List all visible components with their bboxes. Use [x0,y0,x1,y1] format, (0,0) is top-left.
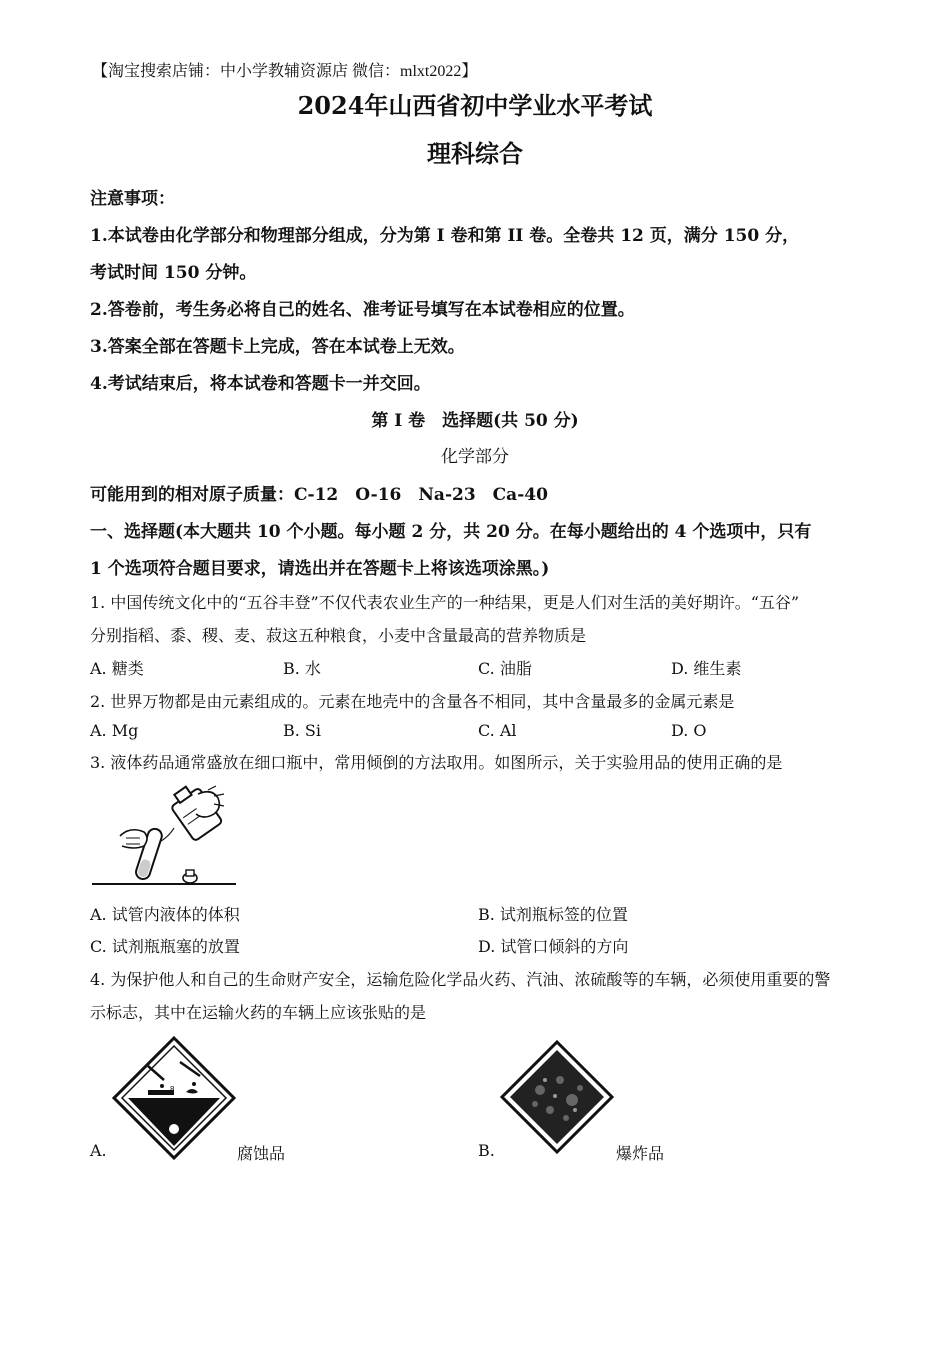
pouring-liquid-illustration [90,782,240,892]
option-b: B. Si [283,721,322,740]
part-title: 化学部分 [441,447,509,467]
question-stem: 2. 世界万物都是由元素组成的。元素在地壳中的含量各不相同，其中含量最多的金属元素是 [90,692,735,711]
notice-item: 1.本试卷由化学部分和物理部分组成，分为第 I 卷和第 II 卷。全卷共 12 页，满分 150 分， [90,226,800,246]
option-b: B. 试剂瓶标签的位置 [478,905,628,924]
option-c: C. 试剂瓶瓶塞的放置 [90,937,240,956]
option-b: B. 水 [283,659,321,678]
exam-subtitle: 理科综合 [427,139,523,168]
option-a: A. 糖类 [90,659,144,678]
section-instructions: 一、选择题(本大题共 10 个小题。每小题 2 分，共 20 分。在每小题给出的 4 个选项中，只有 [90,522,812,542]
question-stem: 4. 为保护他人和自己的生命财产安全，运输危险化学品火药、汽油、浓硫酸等的车辆，必须使用重要的警 [90,970,831,989]
notice-heading: 注意事项： [90,189,175,209]
notice-item: 3.答案全部在答题卡上完成，答在本试卷上无效。 [90,337,465,357]
question-stem: 3. 液体药品通常盛放在细口瓶中，常用倾倒的方法取用。如图所示，关于实验用品的使用正确的是 [90,753,783,772]
option-d: D. O [671,721,707,740]
notice-item: 考试时间 150 分钟。 [90,263,257,283]
question-stem: 1. 中国传统文化中的“五谷丰登”不仅代表农业生产的一种结果，更是人们对生活的美好期许。“五谷” [90,593,800,612]
section-instructions: 1 个选项符合题目要求，请选出并在答题卡上将该选项涂黑。) [90,559,550,579]
question-stem: 示标志，其中在运输火药的车辆上应该张贴的是 [90,1003,427,1022]
sign-number: 8 [170,1085,175,1094]
option-a-letter: A. [90,1141,107,1160]
option-c: C. 油脂 [478,659,532,678]
watermark-text: 【淘宝搜索店铺：中小学教辅资源店 微信：mlxt2022】 [92,63,478,80]
exam-title: 2024年山西省初中学业水平考试 [297,91,653,120]
atomic-masses: 可能用到的相对原子质量：C-12 O-16 Na-23 Ca-40 [90,485,548,505]
explosive-sign-icon [500,1040,614,1154]
option-a: A. Mg [90,721,139,740]
question-stem: 分别指稻、黍、稷、麦、菽这五种粮食，小麦中含量最高的营养物质是 [90,626,587,645]
option-b-letter: B. [478,1141,495,1160]
option-c: C. Al [478,721,517,740]
notice-item: 2.答卷前，考生务必将自己的姓名、准考证号填写在本试卷相应的位置。 [90,300,635,320]
notice-item: 4.考试结束后，将本试卷和答题卡一并交回。 [90,374,431,394]
option-a-caption: 腐蚀品 [237,1144,286,1163]
option-d: D. 维生素 [671,659,742,678]
option-a: A. 试管内液体的体积 [90,905,240,924]
option-d: D. 试管口倾斜的方向 [478,937,629,956]
corrosive-sign-icon [112,1036,236,1160]
volume-title: 第 I 卷 选择题(共 50 分) [371,411,579,431]
option-b-caption: 爆炸品 [616,1144,665,1163]
